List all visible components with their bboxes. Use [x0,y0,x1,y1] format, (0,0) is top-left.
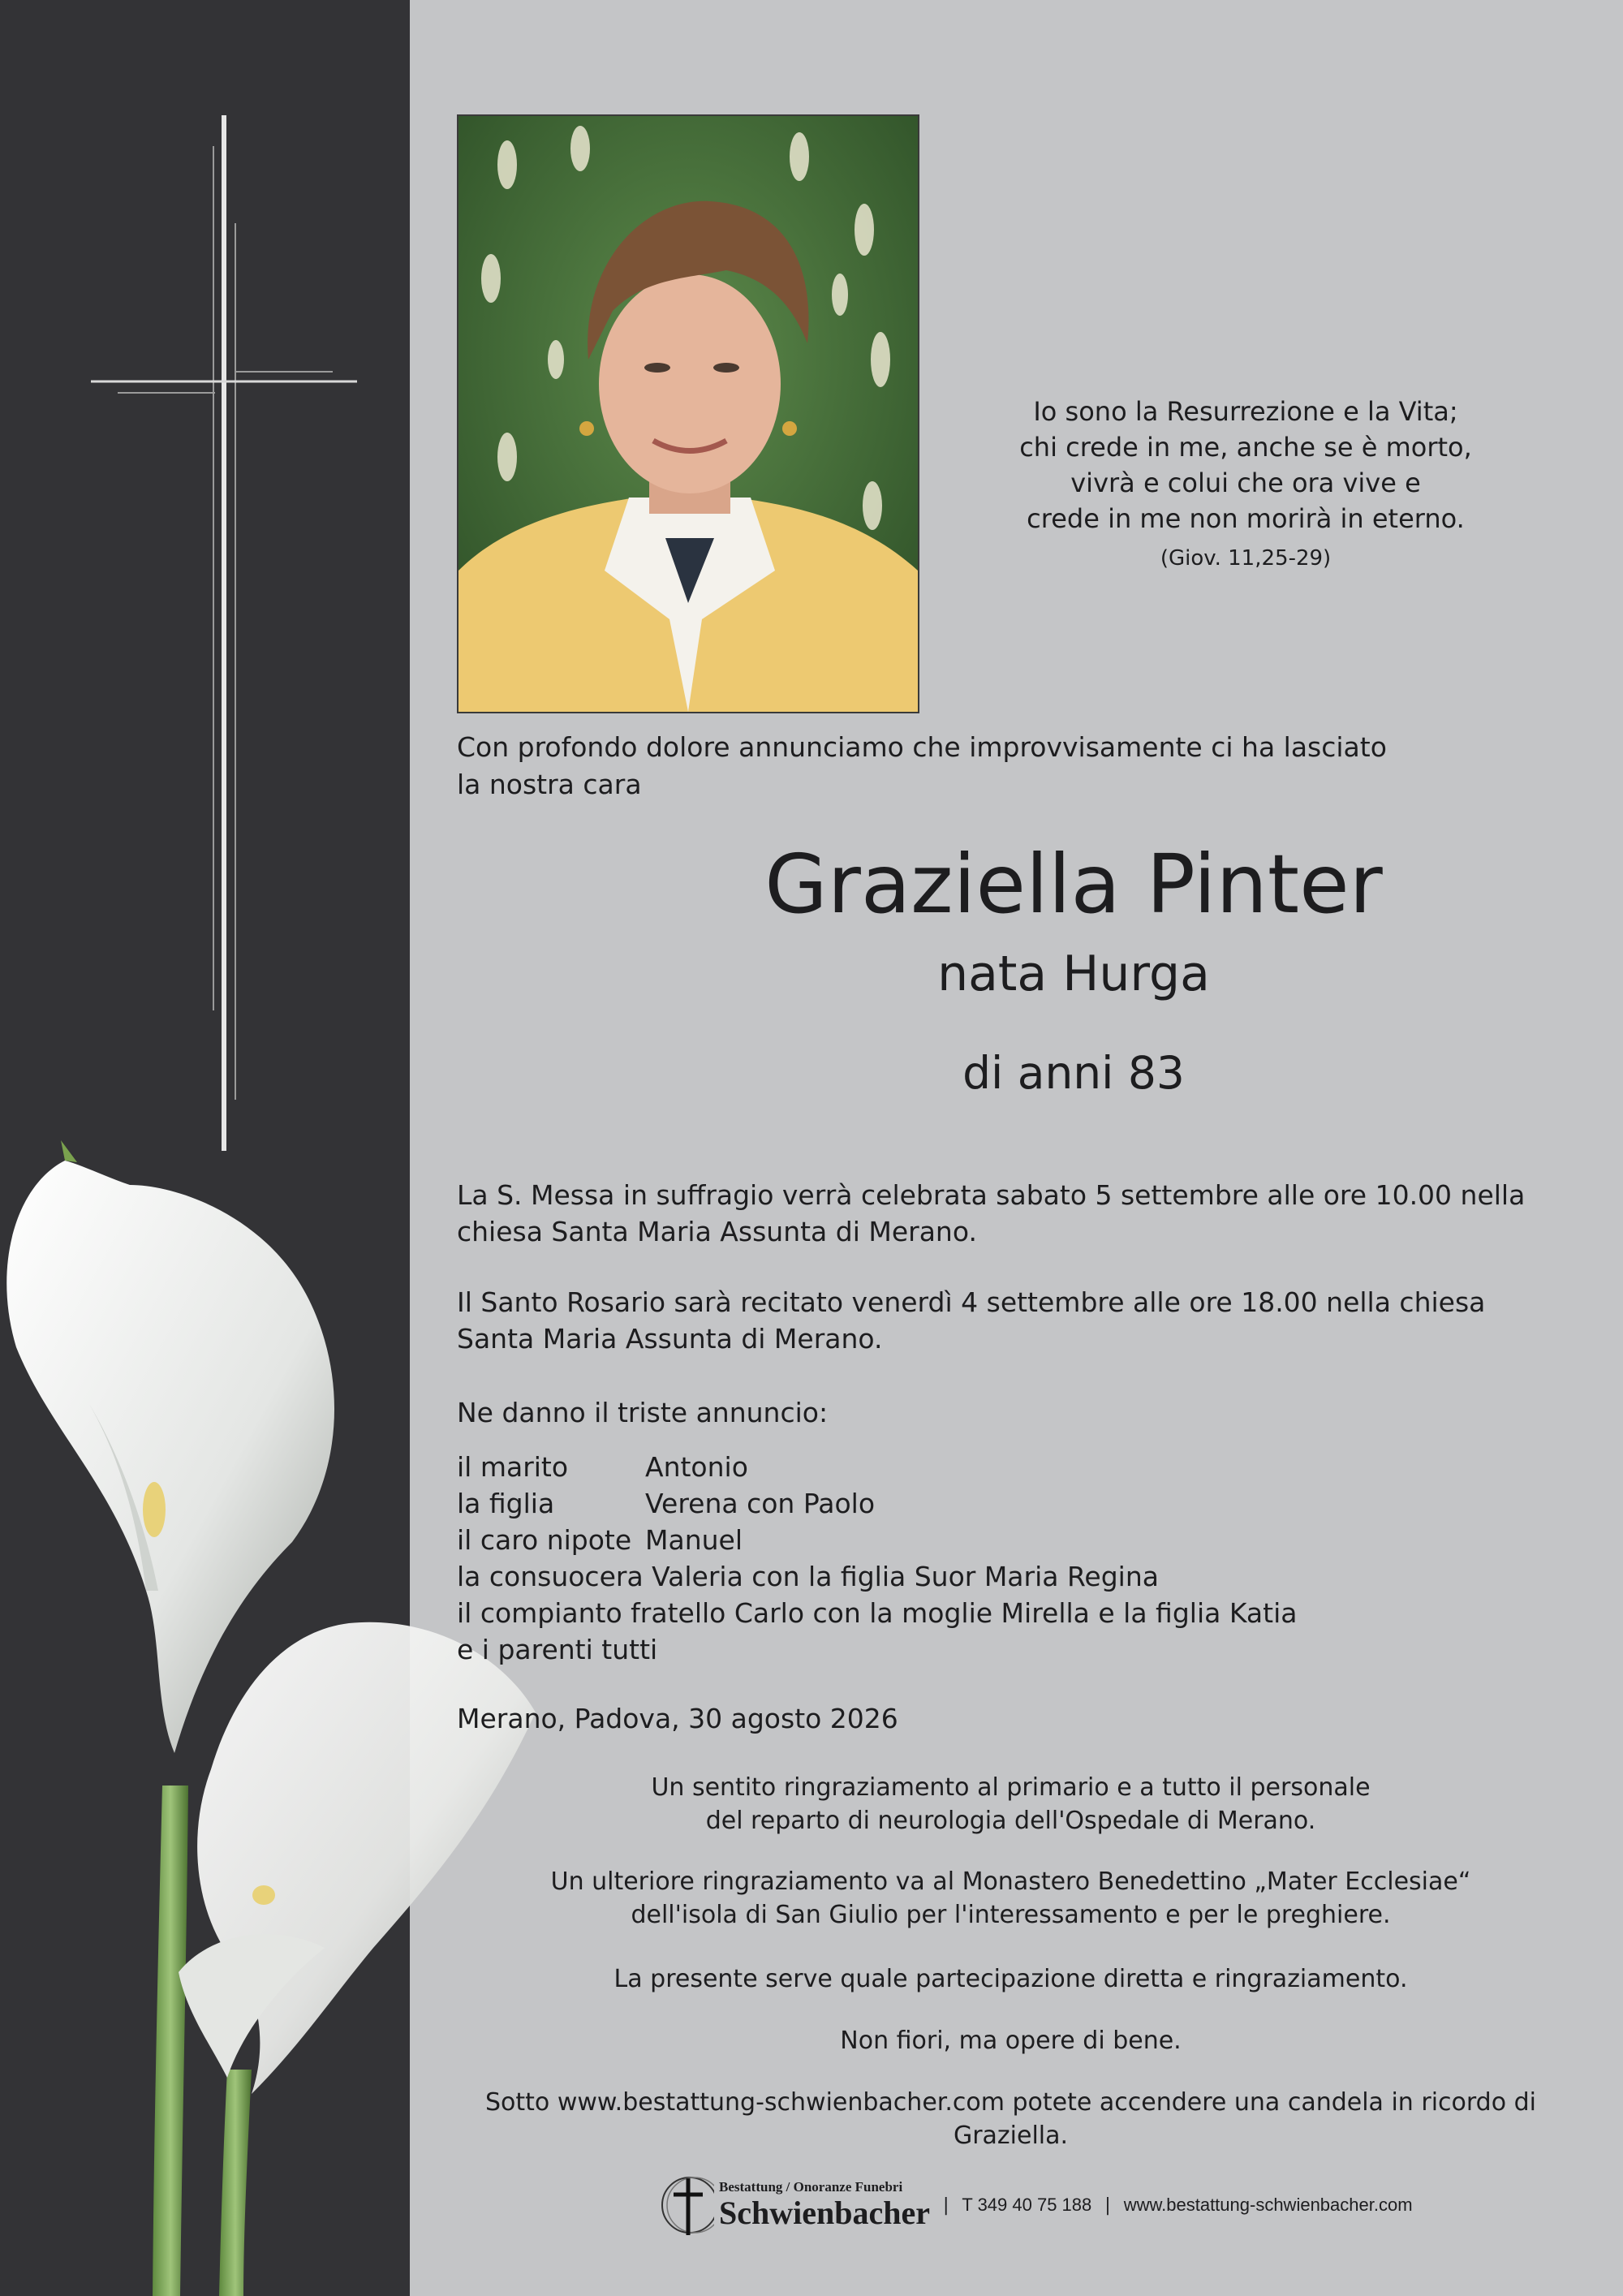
thanks-hospital [457,1771,1565,1837]
footer-phone: T 349 40 75 188 [962,2195,1092,2215]
funeral-home-subtitle: Bestattung / Onoranze Funebri [719,2179,903,2195]
age-text: di anni 83 [962,1047,1185,1099]
thanks-line: del reparto di neurologia dell'Ospedale di Merano. [705,1807,1316,1835]
relative-line: il compianto fratello Carlo con la moglie Mirella e la figlia Katia [457,1597,1298,1629]
portrait-photo [457,114,919,713]
mass-line: La S. Messa in suffragio verrà celebrata sabato 5 settembre alle ore 10.00 nella [457,1179,1526,1211]
quote-reference: (Giov. 11,25-29) [1160,546,1332,571]
bible-quote [966,394,1526,572]
cross-icon [0,0,410,1169]
relative-row [457,1485,1593,1522]
no-flowers-note: Non fiori, ma opere di bene. [840,2027,1182,2055]
rosary-info [457,1284,1593,1357]
relative-role: il caro nipote [457,1524,632,1556]
relative-line: e i parenti tutti [457,1634,658,1665]
candle-note: Sotto www.bestattung-schwienbacher.com potete accendere una candela in ricordo di Graziella. [485,2088,1536,2150]
portrait-image [458,116,918,712]
thanks-monastery [457,1865,1565,1932]
relative-line: la consuocera Valeria con la figlia Suor Maria Regina [457,1561,1159,1592]
thanks-line: Un sentito ringraziamento al primario e a tutto il personale [651,1773,1371,1802]
funeral-home-brand: Schwienbacher [719,2195,930,2231]
funeral-home-footer [657,2169,1413,2242]
relative-row [457,1449,1593,1485]
relative-role: la figlia [457,1488,555,1519]
announce-heading: Ne danno il triste annuncio: [457,1397,829,1428]
intro-line: Con profondo dolore annunciamo che improvvisamente ci ha lasciato [457,731,1387,763]
intro-line: la nostra cara [457,769,642,800]
quote-line: vivrà e colui che ora vive e [1070,467,1421,498]
deceased-name: Graziella Pinter [764,837,1383,932]
thanks-line: dell'isola di San Giulio per l'interessamento e per le preghiere. [631,1901,1391,1929]
footer-separator: | [943,2195,949,2216]
place-date: Merano, Padova, 30 agosto 2026 [457,1703,898,1734]
footer-website-link[interactable]: www.bestattung-schwienbacher.com [1123,2195,1413,2215]
relative-name: Antonio [645,1451,748,1483]
relative-row [457,1522,1593,1558]
relatives-list [457,1449,1593,1668]
quote-line: chi crede in me, anche se è morto, [1019,432,1472,463]
funeral-home-name [719,2179,930,2231]
quote-line: crede in me non morirà in eterno. [1027,503,1465,534]
intro-text [457,729,1431,803]
participation-note: La presente serve quale partecipazione diretta e ringraziamento. [613,1965,1408,1993]
footer-separator: | [1104,2195,1111,2216]
quote-line: Io sono la Resurrezione e la Vita; [1033,396,1458,427]
rosary-line: Il Santo Rosario sarà recitato venerdì 4 settembre alle ore 18.00 nella chiesa [457,1286,1486,1318]
relative-name: Manuel [645,1524,743,1556]
rosary-line: Santa Maria Assunta di Merano. [457,1323,883,1355]
mass-info [457,1177,1593,1250]
thanks-line: Un ulteriore ringraziamento va al Monastero Benedettino „Mater Ecclesiae“ [550,1867,1471,1896]
maiden-name: nata Hurga [937,946,1210,1002]
relative-name: Verena con Paolo [645,1488,876,1519]
mass-line: chiesa Santa Maria Assunta di Merano. [457,1216,977,1247]
relative-role: il marito [457,1451,569,1483]
funeral-home-logo-icon [657,2170,714,2240]
